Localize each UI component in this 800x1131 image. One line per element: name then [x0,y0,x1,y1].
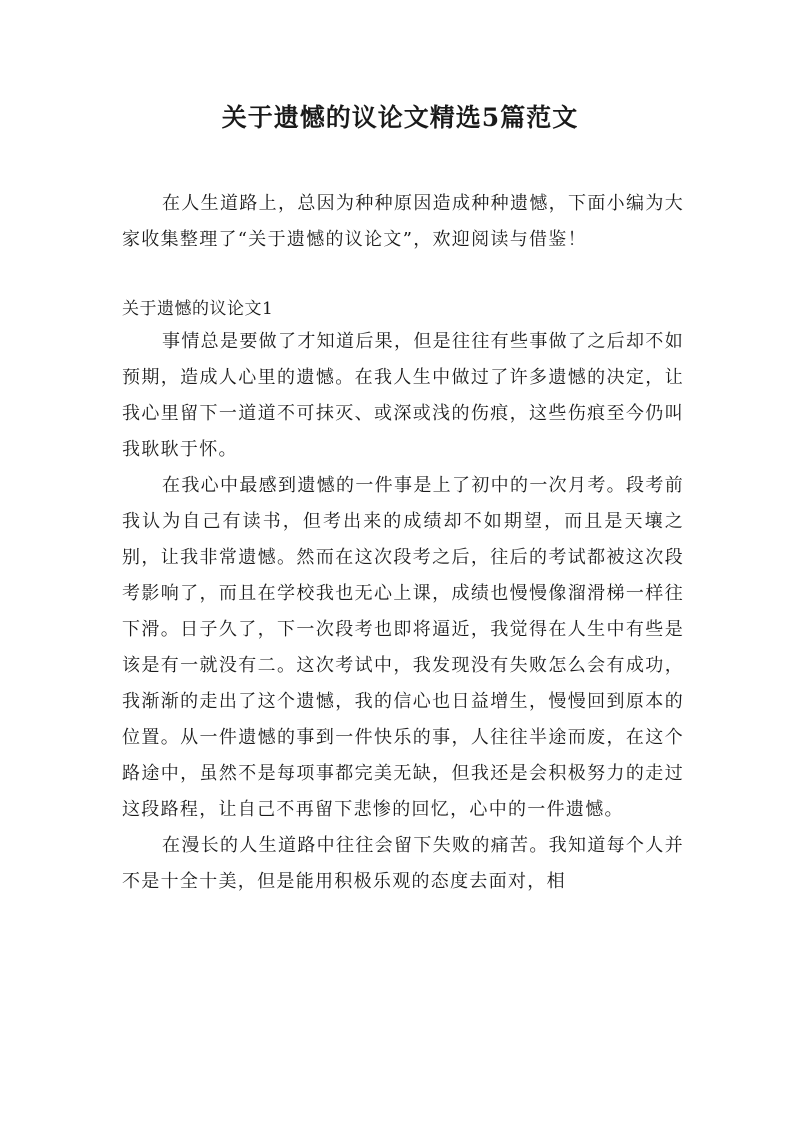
body-paragraph: 在漫长的人生道路中往往会留下失败的痛苦。我知道每个人并不是十全十美，但是能用积极乐观的态度去面对，相 [122,835,684,892]
body-paragraph: 事情总是要做了才知道后果，但是往往有些事做了之后却不如预期，造成人心里的遗憾。在我人生中做过了许多遗憾的决定，让我心里留下一道道不可抹灭、或深或浅的伤痕，这些伤痕至今仍叫我耿耿于怀。 [122,331,684,460]
section-heading: 关于遗憾的议论文1 [122,299,274,319]
document-title: 关于遗憾的议论文精选5篇范文 [221,103,579,132]
document-body [122,186,684,900]
body-paragraph: 在我心中最感到遗憾的一件事是上了初中的一次月考。段考前我认为自己有读书，但考出来的成绩却不如期望，而且是天壤之别，让我非常遗憾。然而在这次段考之后，往后的考试都被这次段考影响了，而且在学校我也无心上课，成绩也慢慢像溜滑梯一样往下滑。日子久了，下一次段考也即将逼近，我觉得在人生中有些是该是有一就没有二。这次考试中，我发现没有失败怎么会有成功，我渐渐的走出了这个遗憾，我的信心也日益增生，慢慢回到原本的位置。从一件遗憾的事到一件快乐的事，人往往半途而废，在这个路途中，虽然不是每项事都完美无缺，但我还是会积极努力的走过这段路程，让自己不再留下悲惨的回忆，心中的一件遗憾。 [122,475,684,820]
intro-paragraph: 在人生道路上，总因为种种原因造成种种遗憾，下面小编为大家收集整理了“关于遗憾的议论文”，欢迎阅读与借鉴！ [122,193,684,250]
